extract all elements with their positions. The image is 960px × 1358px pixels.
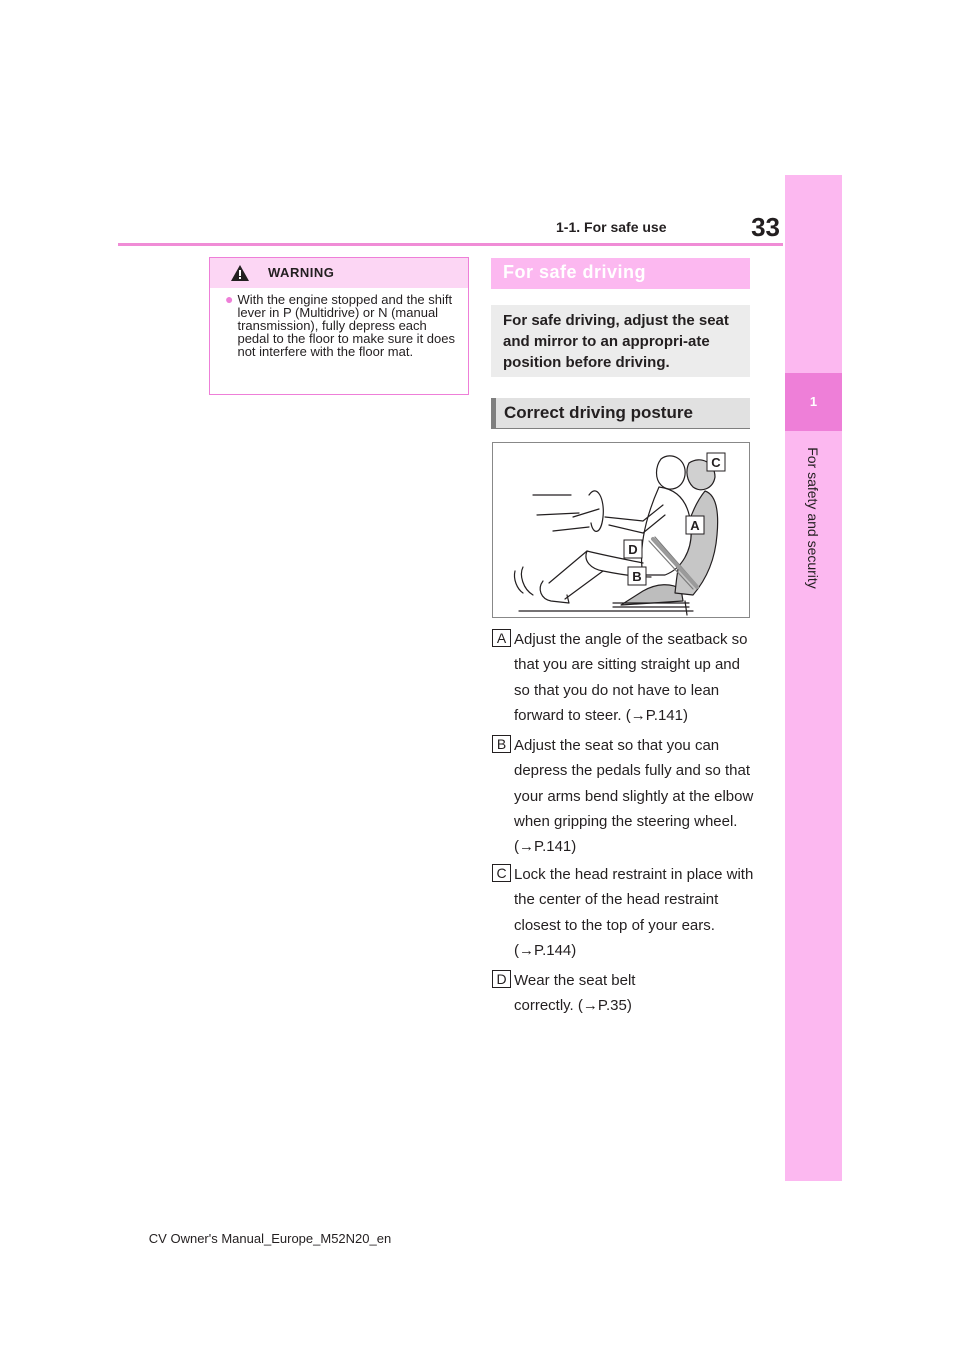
section-heading	[491, 258, 750, 289]
warning-text: With the engine stopped and the shift lever in P (Multidrive) or N (manual transmission), fully depress each pedal to the floor to make sure it does not interfere with the floor mat.	[237, 292, 455, 359]
step-letter: A	[492, 629, 511, 647]
section-header: 1-1. For safe use	[556, 219, 667, 235]
step-letter: C	[492, 864, 511, 882]
subheading-rule	[491, 428, 750, 429]
svg-text:B: B	[632, 569, 642, 584]
intro-text: For safe driving, adjust the seat and mirror to an appropri-ate position before driving.	[503, 312, 729, 371]
label-a	[686, 516, 704, 534]
warning-title: WARNING	[268, 265, 335, 280]
intro-box	[491, 305, 750, 377]
warning-box	[209, 257, 469, 395]
step-letter: B	[492, 735, 511, 753]
svg-text:D: D	[628, 542, 638, 557]
subheading-text: Correct driving posture	[504, 403, 693, 422]
page-number: 33	[751, 212, 780, 242]
svg-text:A: A	[690, 518, 700, 533]
step-letter: D	[492, 970, 511, 988]
chapter-title: For safety and security	[805, 447, 821, 589]
step-d	[492, 968, 757, 1019]
step-text: Wear the seat belt correctly. (→P.35)	[514, 972, 636, 1015]
step-c	[492, 862, 757, 963]
driving-posture-illustration	[492, 442, 750, 618]
footer: CV Owner's Manual_Europe_M52N20_en	[148, 1231, 392, 1246]
svg-text:C: C	[711, 455, 721, 470]
warning-header	[210, 258, 468, 288]
side-tab	[785, 175, 842, 1181]
step-text: Adjust the angle of the seatback so that you are sitting straight up and so that you do not have to lean forward to steer. (→P.141)	[514, 631, 748, 724]
step-a	[492, 627, 757, 728]
warning-triangle-icon	[231, 265, 249, 281]
step-text: Adjust the seat so that you can depress the pedals fully and so that your arms bend slightly at the elbow when gripping the steering wheel. (→P.141)	[514, 737, 754, 856]
bullet-icon: ●	[225, 291, 234, 307]
step-b	[492, 733, 757, 859]
label-b	[628, 567, 646, 585]
section-heading-text: For safe driving	[503, 262, 647, 282]
posture-drawing	[493, 443, 749, 617]
chapter-number: 1	[785, 373, 842, 431]
header-rule	[118, 243, 783, 246]
subheading	[491, 398, 750, 429]
warning-body	[210, 288, 468, 358]
label-c	[707, 453, 725, 471]
label-d	[624, 540, 642, 558]
step-text: Lock the head restraint in place with the center of the head restraint closest to the top of your ears. (→P.144)	[514, 866, 754, 959]
